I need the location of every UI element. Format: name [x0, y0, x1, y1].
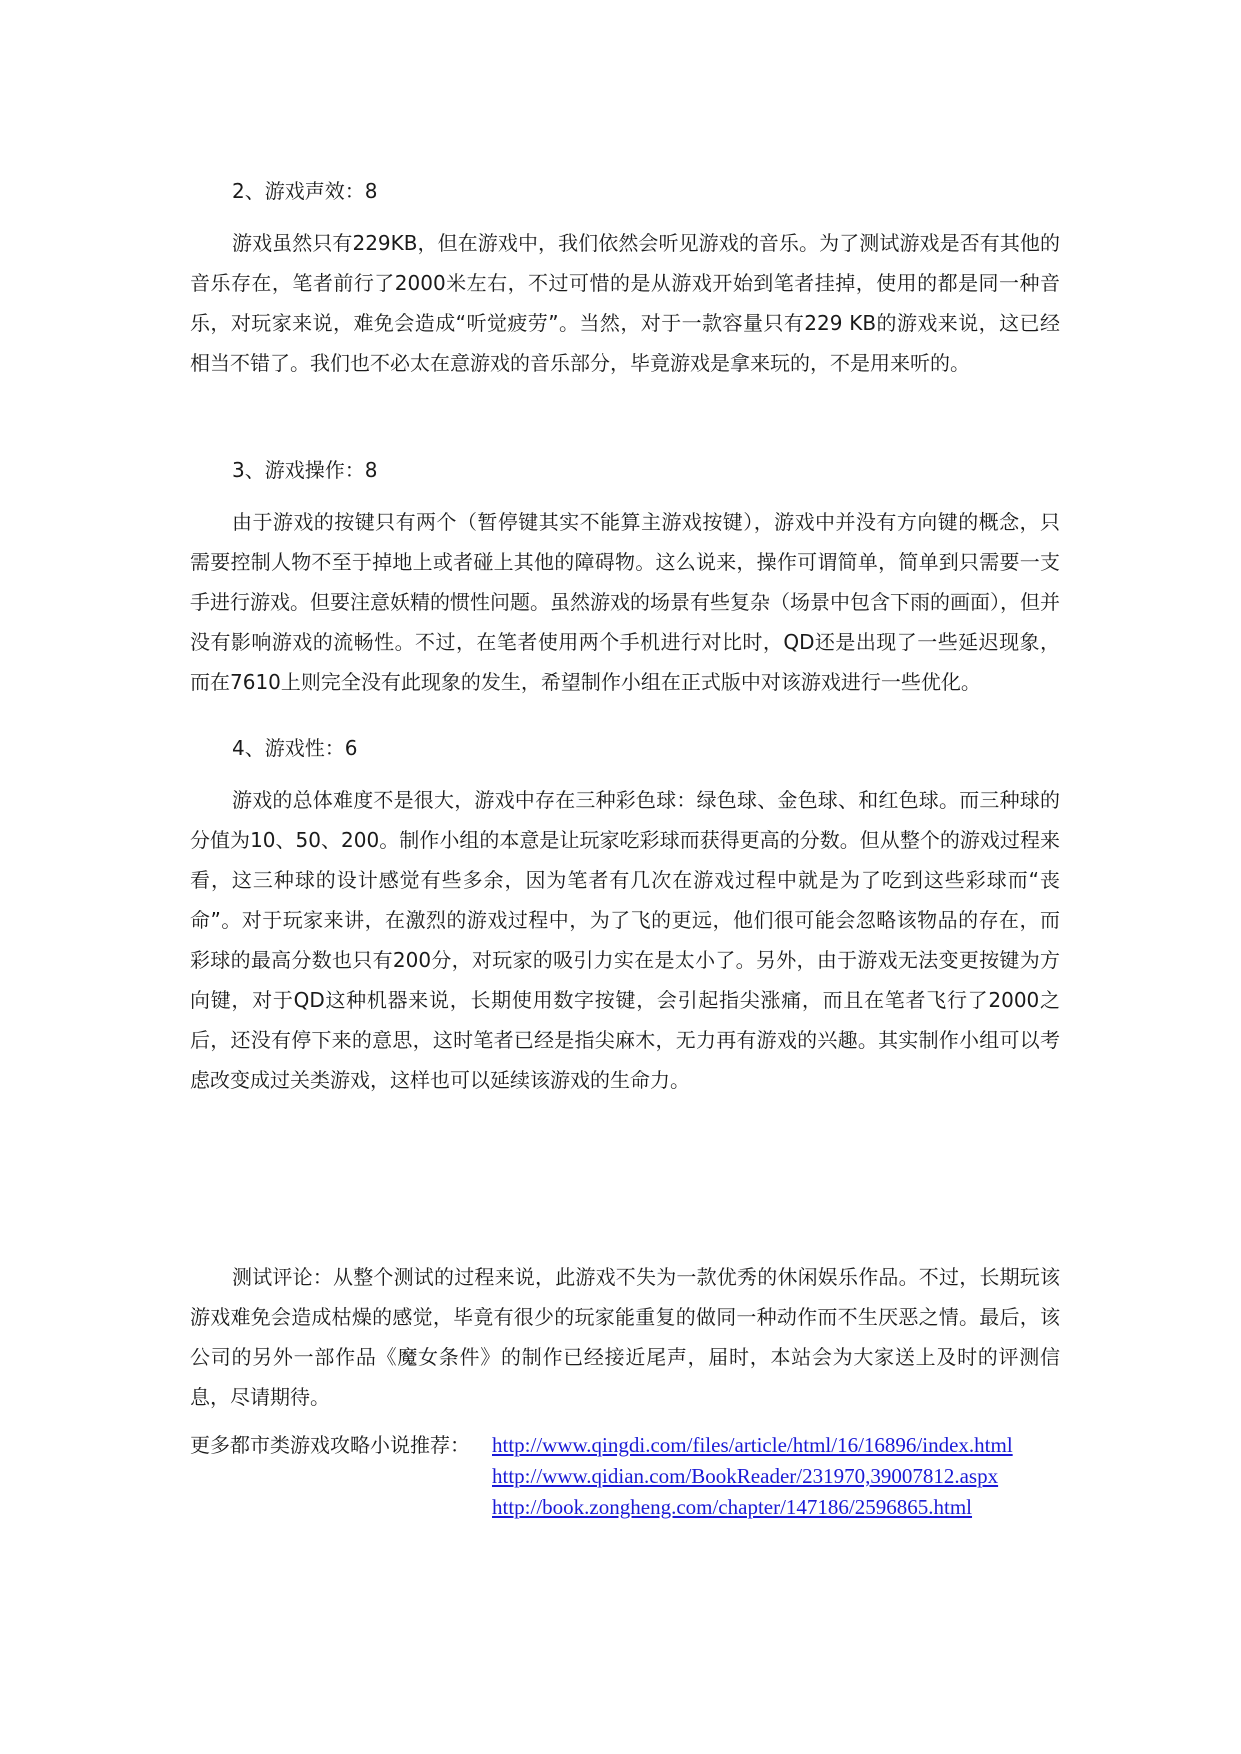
section-heading-gameplay: 4、游戏性：6 — [232, 736, 358, 760]
list-item — [492, 1461, 1013, 1492]
recommend-link-qidian[interactable]: http://www.qidian.com/BookReader/231970,39007812.aspx — [492, 1464, 999, 1488]
section-body-controls: 由于游戏的按键只有两个（暂停键其实不能算主游戏按键），游戏中并没有方向键的概念，只需要控制人物不至于掉地上或者碰上其他的障碍物。这么说来，操作可谓简单，简单到只需要一支手进行游戏。但要注意妖精的惯性问题。虽然游戏的场景有些复杂（场景中包含下雨的画面），但并没有影响游戏的流畅性。不过，在笔者使用两个手机进行对比时，QD还是出现了一些延迟现象，而在7610上则完全没有此现象的发生，希望制作小组在正式版中对该游戏进行一些优化。 — [190, 510, 1060, 694]
list-item — [492, 1430, 1013, 1461]
list-item — [492, 1492, 1013, 1523]
recommend-link-zongheng[interactable]: http://book.zongheng.com/chapter/147186/2596865.html — [492, 1495, 973, 1519]
recommend-links — [492, 1430, 1013, 1523]
section-heading-sound: 2、游戏声效：8 — [232, 179, 378, 203]
section-heading-controls: 3、游戏操作：8 — [232, 458, 378, 482]
section-body-gameplay: 游戏的总体难度不是很大，游戏中存在三种彩色球：绿色球、金色球、和红色球。而三种球的分值为10、50、200。制作小组的本意是让玩家吃彩球而获得更高的分数。但从整个的游戏过程来看，这三种球的设计感觉有些多余，因为笔者有几次在游戏过程中就是为了吃到这些彩球而“丧命”。对于玩家来讲，在激烈的游戏过程中，为了飞的更远，他们很可能会忽略该物品的存在，而彩球的最高分数也只有200分，对玩家的吸引力实在是太小了。另外，由于游戏无法变更按键为方向键，对于QD这种机器来说，长期使用数字按键，会引起指尖涨痛，而且在笔者飞行了2000之后，还没有停下来的意思，这时笔者已经是指尖麻木，无力再有游戏的兴趣。其实制作小组可以考虑改变成过关类游戏，这样也可以延续该游戏的生命力。 — [190, 788, 1060, 1092]
section-body-sound: 游戏虽然只有229KB，但在游戏中，我们依然会听见游戏的音乐。为了测试游戏是否有其他的音乐存在，笔者前行了2000米左右，不过可惜的是从游戏开始到笔者挂掉，使用的都是同一种音乐，对玩家来说，难免会造成“听觉疲劳”。当然，对于一款容量只有229 KB的游戏来说，这已经相当不错了。我们也不必太在意游戏的音乐部分，毕竟游戏是拿来玩的，不是用来听的。 — [190, 231, 1060, 375]
review-paragraph: 测试评论：从整个测试的过程来说，此游戏不失为一款优秀的休闲娱乐作品。不过，长期玩该游戏难免会造成枯燥的感觉，毕竟有很少的玩家能重复的做同一种动作而不生厌恶之情。最后，该公司的另外一部作品《魔女条件》的制作已经接近尾声，届时，本站会为大家送上及时的评测信息，尽请期待。 — [190, 1265, 1060, 1409]
recommend-link-qingdi[interactable]: http://www.qingdi.com/files/article/html/16/16896/index.html — [492, 1433, 1013, 1457]
recommend-label: 更多都市类游戏攻略小说推荐： — [190, 1433, 470, 1457]
